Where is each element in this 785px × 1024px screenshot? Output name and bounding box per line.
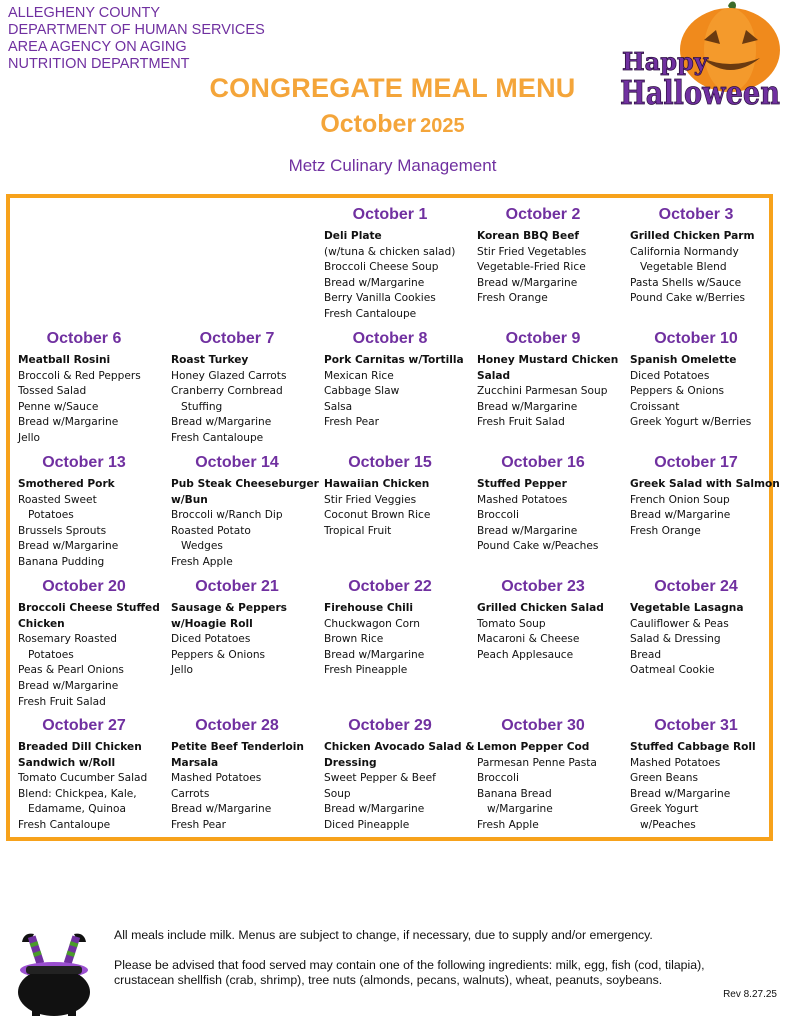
menu-item: Diced Pineapple	[324, 818, 410, 831]
day-cell	[630, 329, 780, 431]
day-date: October 23	[501, 578, 585, 595]
agency-line: DEPARTMENT OF HUMAN SERVICES	[8, 22, 265, 38]
day-menu	[324, 353, 474, 431]
day-date: October 8	[352, 330, 428, 347]
menu-item: Penne w/Sauce	[18, 400, 99, 413]
day-menu	[171, 740, 321, 834]
menu-item: Fresh Fruit Salad	[18, 695, 106, 708]
agency-header	[8, 5, 265, 73]
menu-main-item: Stuffed Cabbage Roll	[630, 741, 756, 753]
menu-item: Greek Yogurt w/Berries	[630, 416, 752, 429]
menu-item: Soup	[324, 787, 351, 800]
menu-item: Berry Vanilla Cookies	[324, 292, 436, 305]
day-date: October 3	[658, 206, 734, 223]
day-menu	[18, 740, 168, 834]
menu-item: Peach Applesauce	[477, 648, 574, 661]
menu-item: Fresh Cantaloupe	[18, 818, 111, 831]
menu-item: Coconut Brown Rice	[324, 509, 431, 522]
menu-item: Mashed Potatoes	[171, 772, 262, 785]
day-date: October 30	[501, 717, 585, 734]
day-date: October 9	[505, 330, 581, 347]
day-menu	[630, 229, 780, 307]
menu-month	[0, 110, 785, 139]
day-date: October 24	[654, 578, 738, 595]
milk-note: All meals include milk. Menus are subject to change, if necessary, due to supply and/or emergency.	[114, 928, 653, 942]
menu-item: Brown Rice	[324, 633, 384, 646]
menu-item: Bread w/Margarine	[324, 648, 425, 661]
menu-item: w/Margarine	[487, 803, 553, 816]
menu-item: Peppers & Onions	[171, 648, 266, 661]
menu-item: Mexican Rice	[324, 369, 394, 382]
menu-main-item: Grilled Chicken Salad	[477, 602, 604, 614]
svg-text:Halloween: Halloween	[620, 73, 780, 110]
menu-item: Vegetable Blend	[640, 261, 727, 274]
menu-item: Broccoli & Red Peppers	[18, 369, 141, 382]
day-menu	[630, 601, 780, 679]
menu-item: Brussels Sprouts	[18, 524, 107, 537]
day-cell	[324, 716, 474, 834]
day-menu	[171, 601, 321, 679]
menu-item: Bread w/Margarine	[18, 416, 119, 429]
year-label: 2025	[420, 115, 465, 137]
menu-item: Peas & Pearl Onions	[18, 664, 124, 677]
menu-item: Bread w/Margarine	[477, 400, 578, 413]
menu-item: Cranberry Cornbread	[171, 385, 283, 398]
menu-item: Cabbage Slaw	[324, 385, 400, 398]
menu-main-item: Spanish Omelette	[630, 354, 737, 366]
menu-item: Rosemary Roasted	[18, 633, 117, 646]
menu-item: Broccoli w/Ranch Dip	[171, 509, 283, 522]
day-menu	[171, 353, 321, 447]
agency-line: NUTRITION DEPARTMENT	[8, 56, 190, 72]
menu-item: Oatmeal Cookie	[630, 664, 715, 677]
menu-item: Mashed Potatoes	[477, 493, 568, 506]
day-date: October 1	[352, 206, 428, 223]
day-cell	[171, 716, 321, 834]
day-cell	[18, 453, 168, 571]
menu-item: Potatoes	[28, 648, 74, 661]
menu-item: Bread w/Margarine	[324, 276, 425, 289]
allergen-note-1: Please be advised that food served may contain one of the following ingredients: milk, egg, fish (cod, tilapia),	[114, 958, 705, 972]
menu-item: Broccoli	[477, 509, 519, 522]
day-menu	[477, 477, 627, 555]
menu-item: Zucchini Parmesan Soup	[477, 385, 608, 398]
day-cell	[630, 716, 780, 834]
day-cell	[477, 716, 627, 834]
day-date: October 17	[654, 454, 738, 471]
menu-item: Diced Potatoes	[630, 369, 710, 382]
menu-item: Green Beans	[630, 772, 698, 785]
menu-item: Blend: Chickpea, Kale,	[18, 787, 137, 800]
menu-main-item: Deli Plate	[324, 230, 382, 242]
revision-label: Rev 8.27.25	[723, 989, 777, 1000]
menu-item: Stuffing	[181, 400, 223, 413]
menu-item: Roasted Sweet	[18, 493, 97, 506]
day-date: October 31	[654, 717, 738, 734]
day-cell	[630, 205, 780, 307]
day-date: October 21	[195, 578, 279, 595]
menu-main-item: Pork Carnitas w/Tortilla	[324, 354, 464, 366]
menu-item: Fresh Cantaloupe	[324, 307, 417, 320]
day-date: October 28	[195, 717, 279, 734]
day-cell	[630, 577, 780, 679]
menu-item: Sweet Pepper & Beef	[324, 772, 436, 785]
menu-main-item: Greek Salad with Salmon	[630, 478, 780, 490]
day-menu	[324, 601, 474, 679]
menu-main-item: Breaded Dill Chicken	[18, 741, 142, 753]
menu-item: Pound Cake w/Berries	[630, 292, 746, 305]
menu-item: Mashed Potatoes	[630, 756, 721, 769]
menu-item: Fresh Orange	[477, 292, 548, 305]
menu-item: Greek Yogurt	[630, 803, 699, 816]
menu-item: French Onion Soup	[630, 493, 730, 506]
menu-item: Wedges	[181, 540, 223, 553]
day-cell	[324, 205, 474, 323]
day-date: October 22	[348, 578, 432, 595]
day-cell	[324, 577, 474, 679]
menu-main-item: Vegetable Lasagna	[630, 602, 744, 614]
day-menu	[477, 740, 627, 834]
menu-item: (w/tuna & chicken salad)	[324, 245, 456, 258]
day-menu	[630, 353, 780, 431]
day-cell	[324, 329, 474, 431]
day-date: October 13	[42, 454, 126, 471]
menu-main-item: Chicken	[18, 617, 65, 630]
menu-main-item: Petite Beef Tenderloin	[171, 741, 304, 753]
day-cell	[477, 329, 627, 431]
month-label: October	[320, 110, 417, 138]
menu-item: Fresh Apple	[171, 555, 233, 568]
menu-item: Stir Fried Veggies	[324, 493, 417, 506]
menu-main-item: w/Bun	[171, 493, 208, 506]
day-menu	[324, 229, 474, 323]
menu-main-item: w/Hoagie Roll	[171, 617, 253, 630]
menu-item: Macaroni & Cheese	[477, 633, 580, 646]
menu-item: Chuckwagon Corn	[324, 617, 420, 630]
day-cell	[18, 329, 168, 447]
menu-item: Pasta Shells w/Sauce	[630, 276, 742, 289]
menu-item: Bread w/Margarine	[171, 416, 272, 429]
menu-item: Honey Glazed Carrots	[171, 369, 287, 382]
menu-item: Jello	[171, 664, 194, 677]
menu-item: Peppers & Onions	[630, 385, 725, 398]
menu-item: Broccoli Cheese Soup	[324, 261, 439, 274]
menu-main-item: Sausage & Peppers	[171, 602, 287, 614]
menu-item: Roasted Potato	[171, 524, 251, 537]
menu-title: CONGREGATE MEAL MENU	[209, 73, 576, 103]
menu-item: Tomato Soup	[477, 617, 546, 630]
witch-cauldron-icon	[12, 926, 96, 1018]
day-cell	[18, 716, 168, 834]
menu-item: Jello	[18, 431, 41, 444]
menu-item: Bread w/Margarine	[18, 540, 119, 553]
menu-item: California Normandy	[630, 245, 739, 258]
menu-item: Croissant	[630, 400, 680, 413]
menu-main-item: Lemon Pepper Cod	[477, 741, 590, 753]
menu-main-item: Broccoli Cheese Stuffed	[18, 602, 160, 614]
day-cell	[324, 453, 474, 539]
day-menu	[630, 477, 780, 539]
menu-item: Tossed Salad	[18, 385, 87, 398]
day-cell	[171, 577, 321, 679]
agency-line: ALLEGHENY COUNTY	[8, 5, 161, 21]
menu-item: w/Peaches	[640, 818, 696, 831]
menu-item: Fresh Cantaloupe	[171, 431, 264, 444]
menu-item: Fresh Pineapple	[324, 664, 408, 677]
day-menu	[18, 601, 168, 710]
menu-item: Bread w/Margarine	[477, 276, 578, 289]
menu-item: Salad & Dressing	[630, 633, 721, 646]
menu-item: Bread w/Margarine	[171, 803, 272, 816]
menu-item: Diced Potatoes	[171, 633, 251, 646]
menu-item: Edamame, Quinoa	[28, 803, 126, 816]
day-date: October 29	[348, 717, 432, 734]
menu-main-item: Korean BBQ Beef	[477, 230, 579, 242]
day-date: October 7	[199, 330, 275, 347]
day-date: October 27	[42, 717, 126, 734]
menu-item: Pound Cake w/Peaches	[477, 540, 599, 553]
menu-item: Tropical Fruit	[324, 524, 392, 537]
day-cell	[171, 329, 321, 447]
menu-main-item: Pub Steak Cheeseburger	[171, 478, 319, 490]
menu-item: Bread w/Margarine	[18, 679, 119, 692]
day-menu	[324, 477, 474, 539]
day-cell	[630, 453, 780, 539]
day-date: October 14	[195, 454, 279, 471]
menu-item: Fresh Pear	[324, 416, 379, 429]
menu-item: Banana Pudding	[18, 555, 105, 568]
day-menu	[477, 353, 627, 431]
menu-main-item: Chicken Avocado Salad &	[324, 741, 475, 753]
day-date: October 2	[505, 206, 581, 223]
menu-main-item: Grilled Chicken Parm	[630, 230, 755, 242]
day-cell	[171, 453, 321, 571]
menu-main-item: Honey Mustard Chicken	[477, 354, 619, 366]
menu-item: Potatoes	[28, 509, 74, 522]
menu-item: Bread w/Margarine	[324, 803, 425, 816]
day-menu	[171, 477, 321, 571]
day-cell	[477, 453, 627, 555]
day-menu	[477, 601, 627, 663]
menu-main-item: Meatball Rosini	[18, 354, 111, 366]
menu-main-item: Dressing	[324, 756, 377, 769]
menu-item: Banana Bread	[477, 787, 552, 800]
menu-item: Carrots	[171, 787, 210, 800]
menu-main-item: Smothered Pork	[18, 478, 115, 490]
menu-item: Broccoli	[477, 772, 519, 785]
menu-main-item: Firehouse Chili	[324, 602, 414, 614]
menu-item: Fresh Pear	[171, 818, 226, 831]
day-cell	[477, 205, 627, 307]
menu-main-item: Sandwich w/Roll	[18, 756, 116, 769]
menu-item: Bread w/Margarine	[630, 509, 731, 522]
day-date: October 6	[46, 330, 122, 347]
menu-item: Fresh Orange	[630, 524, 701, 537]
day-menu	[630, 740, 780, 834]
day-menu	[18, 477, 168, 571]
menu-item: Fresh Fruit Salad	[477, 416, 565, 429]
day-date: October 10	[654, 330, 738, 347]
menu-main-item: Stuffed Pepper	[477, 478, 567, 490]
menu-item: Cauliflower & Peas	[630, 617, 729, 630]
menu-item: Parmesan Penne Pasta	[477, 756, 597, 769]
menu-item: Stir Fried Vegetables	[477, 245, 587, 258]
allergen-note-2: crustacean shellfish (crab, shrimp), tree nuts (almonds, pecans, walnuts), wheat, peanuts, soybeans.	[114, 973, 663, 987]
day-date: October 15	[348, 454, 432, 471]
menu-main-item: Hawaiian Chicken	[324, 478, 430, 490]
happy-halloween-logo	[618, 0, 784, 110]
svg-text:Happy: Happy	[622, 47, 708, 76]
menu-item: Salsa	[324, 400, 353, 413]
day-menu	[324, 740, 474, 834]
vendor-name: Metz Culinary Management	[288, 156, 497, 175]
menu-item: Bread w/Margarine	[630, 787, 731, 800]
day-menu	[477, 229, 627, 307]
day-menu	[18, 353, 168, 447]
menu-item: Vegetable-Fried Rice	[477, 261, 586, 274]
menu-main-item: Roast Turkey	[171, 354, 249, 366]
day-date: October 20	[42, 578, 126, 595]
day-cell	[477, 577, 627, 663]
day-date: October 16	[501, 454, 585, 471]
menu-main-item: Salad	[477, 369, 511, 382]
menu-item: Bread w/Margarine	[477, 524, 578, 537]
day-cell	[18, 577, 168, 710]
menu-main-item: Marsala	[171, 756, 219, 769]
menu-item: Bread	[630, 648, 662, 661]
agency-line: AREA AGENCY ON AGING	[8, 39, 187, 55]
menu-item: Fresh Apple	[477, 818, 539, 831]
menu-item: Tomato Cucumber Salad	[18, 772, 148, 785]
